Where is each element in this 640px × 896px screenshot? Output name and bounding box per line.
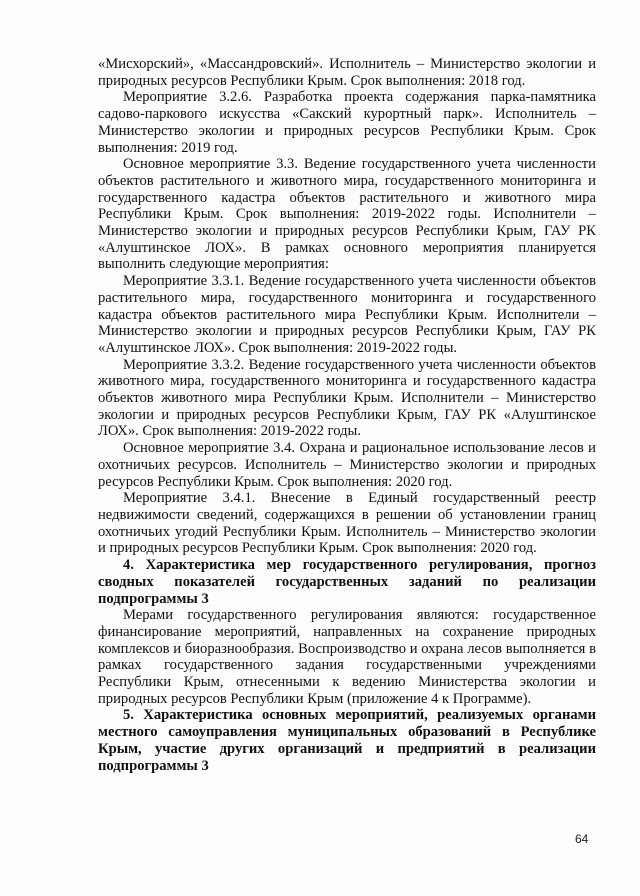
paragraph-event-3-4-1: Мероприятие 3.4.1. Внесение в Единый государственный реестр недвижимости сведений, содержащихся в решении об установлении границ охотничьих угодий Республики Крым. Исполнитель – Министерство экологии и природных ресурсов Республики Крым. Срок выполнения: 2020 год. (98, 490, 596, 557)
paragraph-continuation: «Мисхорский», «Массандровский». Исполнитель – Министерство экологии и природных ресурсов Республики Крым. Срок выполнения: 2018 год. (98, 56, 596, 89)
paragraph-event-3-3-1: Мероприятие 3.3.1. Ведение государственного учета численности объектов растительного мира, государственного мониторинга и государственного кадастра объектов растительного мира Республики Крым. Исполнители – Министерство экологии и природных ресурсов Республики Крым, ГАУ РК «Алуштинское ЛОХ». Срок выполнения: 2019-2022 годы. (98, 273, 596, 356)
page-number: 64 (575, 832, 589, 846)
paragraph-event-3-2-6: Мероприятие 3.2.6. Разработка проекта содержания парка-памятника садово-паркового искусства «Сакский курортный парк». Исполнитель – Министерство экологии и природных ресурсов Республики Крым. Срок выполнения: 2019 год. (98, 89, 596, 156)
paragraph-main-event-3-3: Основное мероприятие 3.3. Ведение государственного учета численности объектов растительного и животного мира, государственного мониторинга и государственного кадастра объектов растительного и животного мира Республики Крым. Срок выполнения: 2019-2022 годы. Исполнители – Министерство экологии и природных ресурсов Республики Крым, ГАУ РК «Алуштинское ЛОХ». В рамках основного мероприятия планируется выполнить следующие мероприятия: (98, 156, 596, 273)
document-body (98, 56, 596, 774)
paragraph-regulation-measures: Мерами государственного регулирования являются: государственное финансирование мероприятий, направленных на сохранение природных комплексов и биоразнообразия. Воспроизводство и охрана лесов выполняется в рамках государственного задания государственными учреждениями Республики Крым, отнесенными к ведению Министерства экологии и природных ресурсов Республики Крым (приложение 4 к Программе). (98, 607, 596, 707)
paragraph-event-3-3-2: Мероприятие 3.3.2. Ведение государственного учета численности объектов животного мира, государственного мониторинга и государственного кадастра объектов животного мира Республики Крым. Исполнители – Министерство экологии и природных ресурсов Республики Крым, ГАУ РК «Алуштинское ЛОХ». Срок выполнения: 2019-2022 годы. (98, 356, 596, 440)
section-heading-5: 5. Характеристика основных мероприятий, реализуемых органами местного самоуправления муниципальных образований в Республике Крым, участие других организаций и предприятий в реализации подпрограммы 3 (98, 707, 596, 774)
section-heading-4: 4. Характеристика мер государственного регулирования, прогноз сводных показателей государственных заданий по реализации подпрограммы 3 (98, 557, 596, 607)
paragraph-main-event-3-4: Основное мероприятие 3.4. Охрана и рациональное использование лесов и охотничьих ресурсов. Исполнитель – Министерство экологии и природных ресурсов Республики Крым. Срок выполнения: 2020 год. (98, 440, 596, 490)
